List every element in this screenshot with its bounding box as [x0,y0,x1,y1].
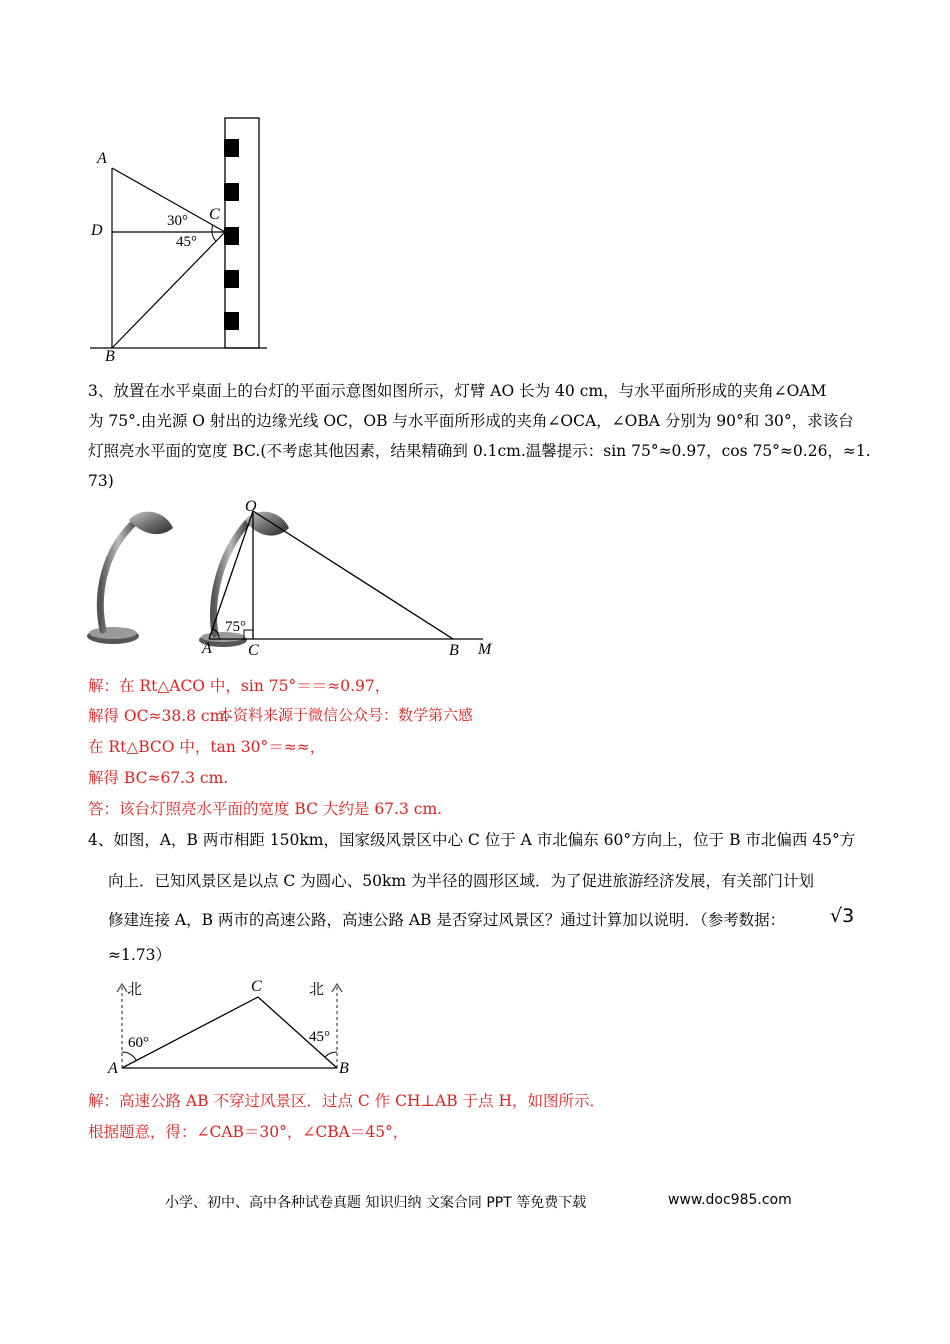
q3-line-4: 73) [88,472,114,490]
fig3-label-a: A [108,1060,118,1077]
fig2-label-c: C [248,642,259,659]
fig2-angle-75: 75° [225,619,246,635]
figure-wall-triangle [85,110,285,370]
fig2-label-o: O [245,498,257,515]
q3-line-2: 为 75°.由光源 O 射出的边缘光线 OC，OB 与水平面所形成的夹角∠OCA，∠OBA 分别为 90°和 30°，求该台 [88,412,854,430]
sol3-line-1: 解：在 Rt△ACO 中，sin 75°＝＝≈0.97， [88,677,391,695]
sqrt3-symbol: √3 [830,905,855,927]
footer-text: 小学、初中、高中各种试卷真题 知识归纳 文案合同 PPT 等免费下载 [165,1195,587,1211]
north-label-left: 北 [127,980,143,998]
fig1-angle-30: 30° [167,213,188,229]
fig1-label-d: D [91,222,103,239]
fig1-label-b: B [105,348,115,365]
figure-desk-lamps [85,498,505,663]
sol3-line-4: 解得 BC≈67.3 cm. [88,769,229,787]
sol3-line-2: 解得 OC≈38.8 cm. [88,707,230,725]
sol4-line-1: 解：高速公路 AB 不穿过风景区．过点 C 作 CH⊥AB 于点 H，如图所示． [88,1092,605,1110]
fig3-angle-60: 60° [128,1035,149,1051]
sol4-line-2: 根据题意，得：∠CAB＝30°，∠CBA＝45°， [88,1123,409,1141]
sol3-answer: 答：该台灯照亮水平面的宽度 BC 大约是 67.3 cm. [88,800,443,818]
q3-line-1: 3、放置在水平桌面上的台灯的平面示意图如图所示，灯臂 AO 长为 40 cm，与水平面所形成的夹角∠OAM [88,382,827,400]
q4-line-2: 向上．已知风景区是以点 C 为圆心、50km 为半径的圆形区域．为了促进旅游经济发展，有关部门计划 [108,872,814,890]
figure-bearings [100,972,370,1082]
figure-lamps-svg [85,498,505,663]
fig1-label-c: C [209,206,220,223]
fig3-label-c: C [251,978,262,995]
fig1-label-a: A [97,150,107,167]
q4-line-3: 修建连接 A，B 两市的高速公路，高速公路 AB 是否穿过风景区？通过计算加以说明．（参考数据： [108,911,786,929]
fig1-angle-45: 45° [176,234,197,250]
fig2-label-m: M [478,641,492,658]
fig2-label-b: B [449,642,459,659]
q4-line-1: 4、如图，A，B 两市相距 150km，国家级风景区中心 C 位于 A 市北偏东 60°方向上，位于 B 市北偏西 45°方 [88,831,856,849]
sol3-line-3: 在 Rt△BCO 中，tan 30°＝≈≈， [88,738,326,756]
promo-text: 本资料来源于微信公众号：数学第六感 [218,706,474,724]
q3-line-3: 灯照亮水平面的宽度 BC.(不考虑其他因素，结果精确到 0.1cm.温馨提示：sin 75°≈0.97，cos 75°≈0.26，≈1. [88,442,871,460]
fig3-angle-45: 45° [309,1029,330,1045]
q4-line-4: ≈1.73） [108,946,171,964]
north-label-right: 北 [309,980,325,998]
footer-url[interactable]: www.doc985.com [668,1192,792,1208]
fig2-label-a: A [202,640,212,657]
fig3-label-b: B [339,1060,349,1077]
